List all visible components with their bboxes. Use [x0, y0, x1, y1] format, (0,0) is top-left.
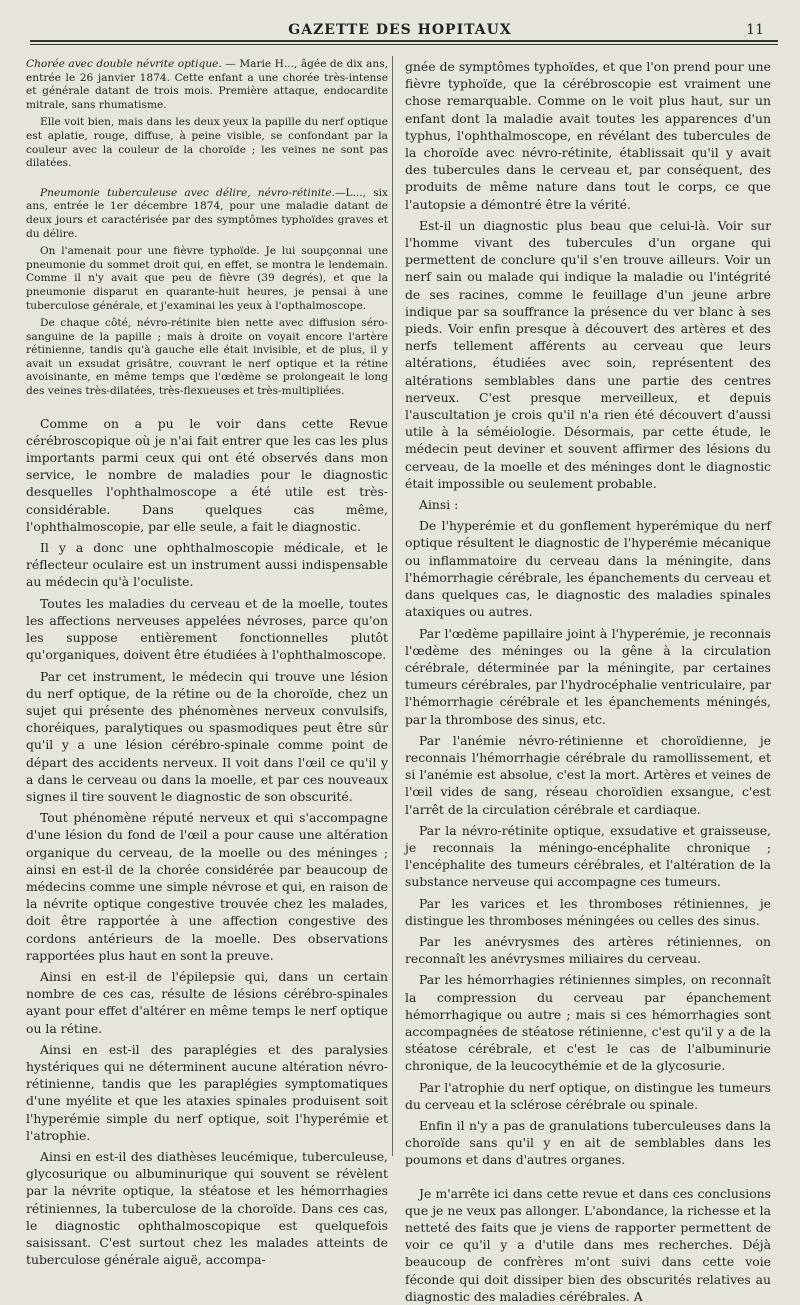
page-number: 11	[746, 22, 764, 38]
body-paragraph-3: Toutes les maladies du cerveau et de la moelle, toutes les affections nerveuses appelées névroses, parce qu'on les suppose entièrement fonctionnelles plutôt qu'organiques, doivent être étudiées à l'ophthalmoscope.	[26, 595, 388, 663]
right-paragraph-7: Par la névro-rétinite optique, exsudative et graisseuse, je reconnais la méningo-encéphalite chronique ; l'encéphalite des tumeurs cérébrales, et l'altération de la substance nerveuse qui accompagne ces tumeurs.	[405, 822, 771, 890]
right-paragraph-13: Je m'arrête ici dans cette revue et dans ces conclusions que je ne veux pas allonger. L'abondance, la richesse et la netteté des faits que je viens de rapporter permettent de voir ce qu'il y a d'utile dans mes recherches. Déjà beaucoup de confrères m'ont suivi dans cette voie féconde qui doit dissiper bien des obscurités relatives au diagnostic des maladies cérébrales. A	[405, 1185, 771, 1304]
header-rule-thick	[30, 40, 778, 42]
case-2-text: —L..., six ans, entrée le 1er décembre 1874, pour une maladie datant de deux jours et caractérisée par des symptômes typhoïdes graves et du délire.	[26, 186, 388, 240]
body-paragraph-7: Ainsi en est-il des paraplégies et des paralysies hystériques qui ne déterminent aucune altération névro-rétinienne, tandis que les paraplégies symptomatiques d'une myélite et que les ataxies spinales produisent soit l'hyperémie simple du nerf optique, soit l'hyperémie et l'atrophie.	[26, 1041, 388, 1143]
right-paragraph-6: Par l'anémie névro-rétinienne et choroïdienne, je reconnais l'hémorrhagie cérébrale du ramollissement, et si l'anémie est absolue, c'est la mort. Artères et veines de l'œil vides de sang, réseau choroïdien exsangue, c'est l'arrêt de la circulation cérébrale et cardiaque.	[405, 732, 771, 817]
body-paragraph-8: Ainsi en est-il des diathèses leucémique, tuberculeuse, glycosurique ou albuminurique qui souvent se révèlent par la névrite optique, la stéatose et les hémorrhagies rétiniennes, la tuberculose de la choroïde. Dans ces cas, le diagnostic ophthalmoscopique est quelquefois saisissant. C'est surtout chez les malades atteints de tuberculose générale aiguë, accompa-	[26, 1148, 388, 1268]
case-1-text: — Marie H..., âgée de dix ans, entrée le 26 janvier 1874. Cette enfant a une chorée très-intense et générale datant de trois mois. Première attaque, endocardite mitrale, sans rhumatisme.	[26, 58, 388, 111]
right-paragraph-8: Par les varices et les thromboses rétiniennes, je distingue les thromboses méningées ou celles des sinus.	[405, 895, 771, 928]
body-paragraph-5: Tout phénomène réputé nerveux et qui s'accompagne d'une lésion du fond de l'œil a pour cause une altération organique du cerveau, de la moelle ou des méninges ; ainsi en est-il de la chorée considérée par beaucoup de médecins comme une simple névrose et qui, en raison de la névrite optique congestive trouvée chez les malades, doit être rapportée à une affection congestive des cordons antérieurs de la moelle. Des observations rapportées plus haut en sont la preuve.	[26, 810, 388, 963]
case-1-paragraph	[26, 58, 388, 112]
right-paragraph-10: Par les hémorrhagies rétiniennes simples, on reconnaît la compression du cerveau par épanchement hémorrhagique ou autre ; mais si ces hémorrhagies sont accompagnées de stéatose rétinienne, c'est qu'il y a de la stéatose cérébrale, et c'est le cas de l'albuminurie chronique, de la leucocythémie et de la glycosurie.	[405, 972, 771, 1074]
case-2-paragraph	[26, 187, 388, 241]
right-column	[405, 58, 771, 1304]
right-paragraph-3: Ainsi :	[419, 497, 459, 513]
case-2-heading: Pneumonie tuberculeuse avec délire, névro-rétinite.	[40, 186, 335, 199]
left-column	[26, 58, 388, 1268]
right-paragraph-9: Par les anévrysmes des artères rétiniennes, on reconnaît les anévrysmes miliaires du cerveau.	[405, 933, 771, 967]
page-header	[0, 14, 800, 48]
case-2-paragraph-3: De chaque côté, névro-rétinite bien nette avec diffusion séro-sanguine de la papille ; mais à droite on voyait encore l'artère rétinienne, tandis qu'à gauche elle était invisible, et de plus, il y avait un exsudat grisâtre, couvrant le nerf optique et la rétine avoisinante, en même temps que l'œdème se prolongeait le long des veines très-dilatées, très-flexueuses et très-multipliées.	[26, 317, 388, 398]
journal-title: GAZETTE DES HOPITAUX	[288, 22, 512, 38]
column-divider	[392, 56, 393, 1156]
case-2-paragraph-2: On l'amenait pour une fièvre typhoïde. Je lui soupçonnai une pneumonie du sommet droit qui, en effet, se montra le lendemain. Comme il n'y avait que peu de fièvre (39 degrés), et que la pneumonie disparut en quarante-huit heures, je pensai à une tuberculose générale, et j'examinai les yeux à l'opthalmoscope.	[26, 245, 388, 312]
header-rule-thin	[30, 44, 778, 45]
right-paragraph-2: Est-il un diagnostic plus beau que celui-là. Voir sur l'homme vivant des tubercules d'un organe qui permettent de conclure qu'il s'en trouve ailleurs. Voir un nerf sain ou malade qui indique la maladie ou l'intégrité de ses racines, comme le feuillage d'un jeune arbre indique par sa souffrance la présence du ver blanc à ses pieds. Voir enfin presque à découvert des artères et des nerfs tellement afférents au cerveau que leurs altérations, étudiées avec soin, représentent des altérations semblables dans une partie des centres nerveux. C'est presque merveilleux, et depuis l'auscultation je crois qu'il n'a rien été découvert d'aussi utile à la séméiologie. Désormais, par cette étude, le médecin peut deviner et souvent affirmer des lésions du cerveau, de la moelle et des méninges dont le diagnostic était impossible ou seulement probable.	[405, 217, 771, 491]
right-paragraph-4: De l'hyperémie et du gonflement hyperémique du nerf optique résultent le diagnostic de l'hyperémie mécanique ou inflammatoire du cerveau dans la méningite, dans l'hémorrhagie cérébrale, les épanchements du cerveau et dans quelques cas, le diagnostic des maladies spinales ataxiques ou autres.	[405, 518, 771, 620]
right-paragraph-11: Par l'atrophie du nerf optique, on distingue les tumeurs du cerveau et la sclérose cérébrale ou spinale.	[405, 1079, 771, 1112]
case-1-heading: Chorée avec double névrite optique.	[26, 58, 222, 70]
body-paragraph-2: Il y a donc une ophthalmoscopie médicale, et le réflecteur oculaire est un instrument aussi indispensable au médecin qu'à l'oculiste.	[26, 540, 388, 590]
right-paragraph-12: Enfin il n'y a pas de granulations tuberculeuses dans la choroïde sans qu'il y en ait de semblables dans les poumons et dans d'autres organes.	[405, 1117, 771, 1168]
right-paragraph-1: gnée de symptômes typhoïdes, et que l'on prend pour une fièvre typhoïde, que la cérébroscopie est vraiment une chose remarquable. Comme on le voit plus haut, sur un enfant dont la maladie avait toutes les apparences d'un typhus, l'ophthalmoscope, en révélant des tubercules de la choroïde avec névro-rétinite, établissait qu'il y avait des tubercules dans le cerveau et, par conséquent, des produits de même nature dans tout le corps, ce que l'autopsie a démontré être la vérité.	[405, 59, 771, 212]
right-paragraph-5: Par l'œdème papillaire joint à l'hyperémie, je reconnais l'œdème des méninges ou la gêne à la circulation cérébrale, déterminée par la méningite, par certaines tumeurs cérébrales, par l'hydrocéphalie ventriculaire, par l'hémorrhagie cérébrale et les épanchements méningés, par la thrombose des sinus, etc.	[405, 625, 771, 727]
body-paragraph-6: Ainsi en est-il de l'épilepsie qui, dans un certain nombre de ces cas, résulte de lésions cérébro-spinales ayant pour effet d'altérer en même temps le nerf optique ou la rétine.	[26, 968, 388, 1036]
body-paragraph-4: Par cet instrument, le médecin qui trouve une lésion du nerf optique, de la rétine ou de la choroïde, chez un sujet qui présente des phénomènes nerveux convulsifs, choréiques, paralytiques ou spasmodiques peut être sûr qu'il y a une lésion cérébro-spinale comme point de départ des accidents nerveux. Il voit dans l'œil ce qu'il y a dans le cerveau ou dans la moelle, et par ces nouveaux signes il tire souvent le diagnostic de son obscurité.	[26, 668, 388, 804]
body-paragraph-1: Comme on a pu le voir dans cette Revue cérébroscopique où je n'ai fait entrer que les cas les plus importants parmi ceux qui ont été observés dans mon service, le nombre de maladies pour le diagnostic desquelles l'ophthalmoscope a été utile est très-considérable. Dans quelques cas même, l'ophthalmoscopie, par elle seule, a fait le diagnostic.	[26, 415, 388, 534]
case-1-paragraph-2: Elle voit bien, mais dans les deux yeux la papille du nerf optique est aplatie, rouge, diffuse, à peine visible, se confondant par la couleur avec la couleur de la choroïde ; les veines ne sont pas dilatées.	[26, 116, 388, 170]
